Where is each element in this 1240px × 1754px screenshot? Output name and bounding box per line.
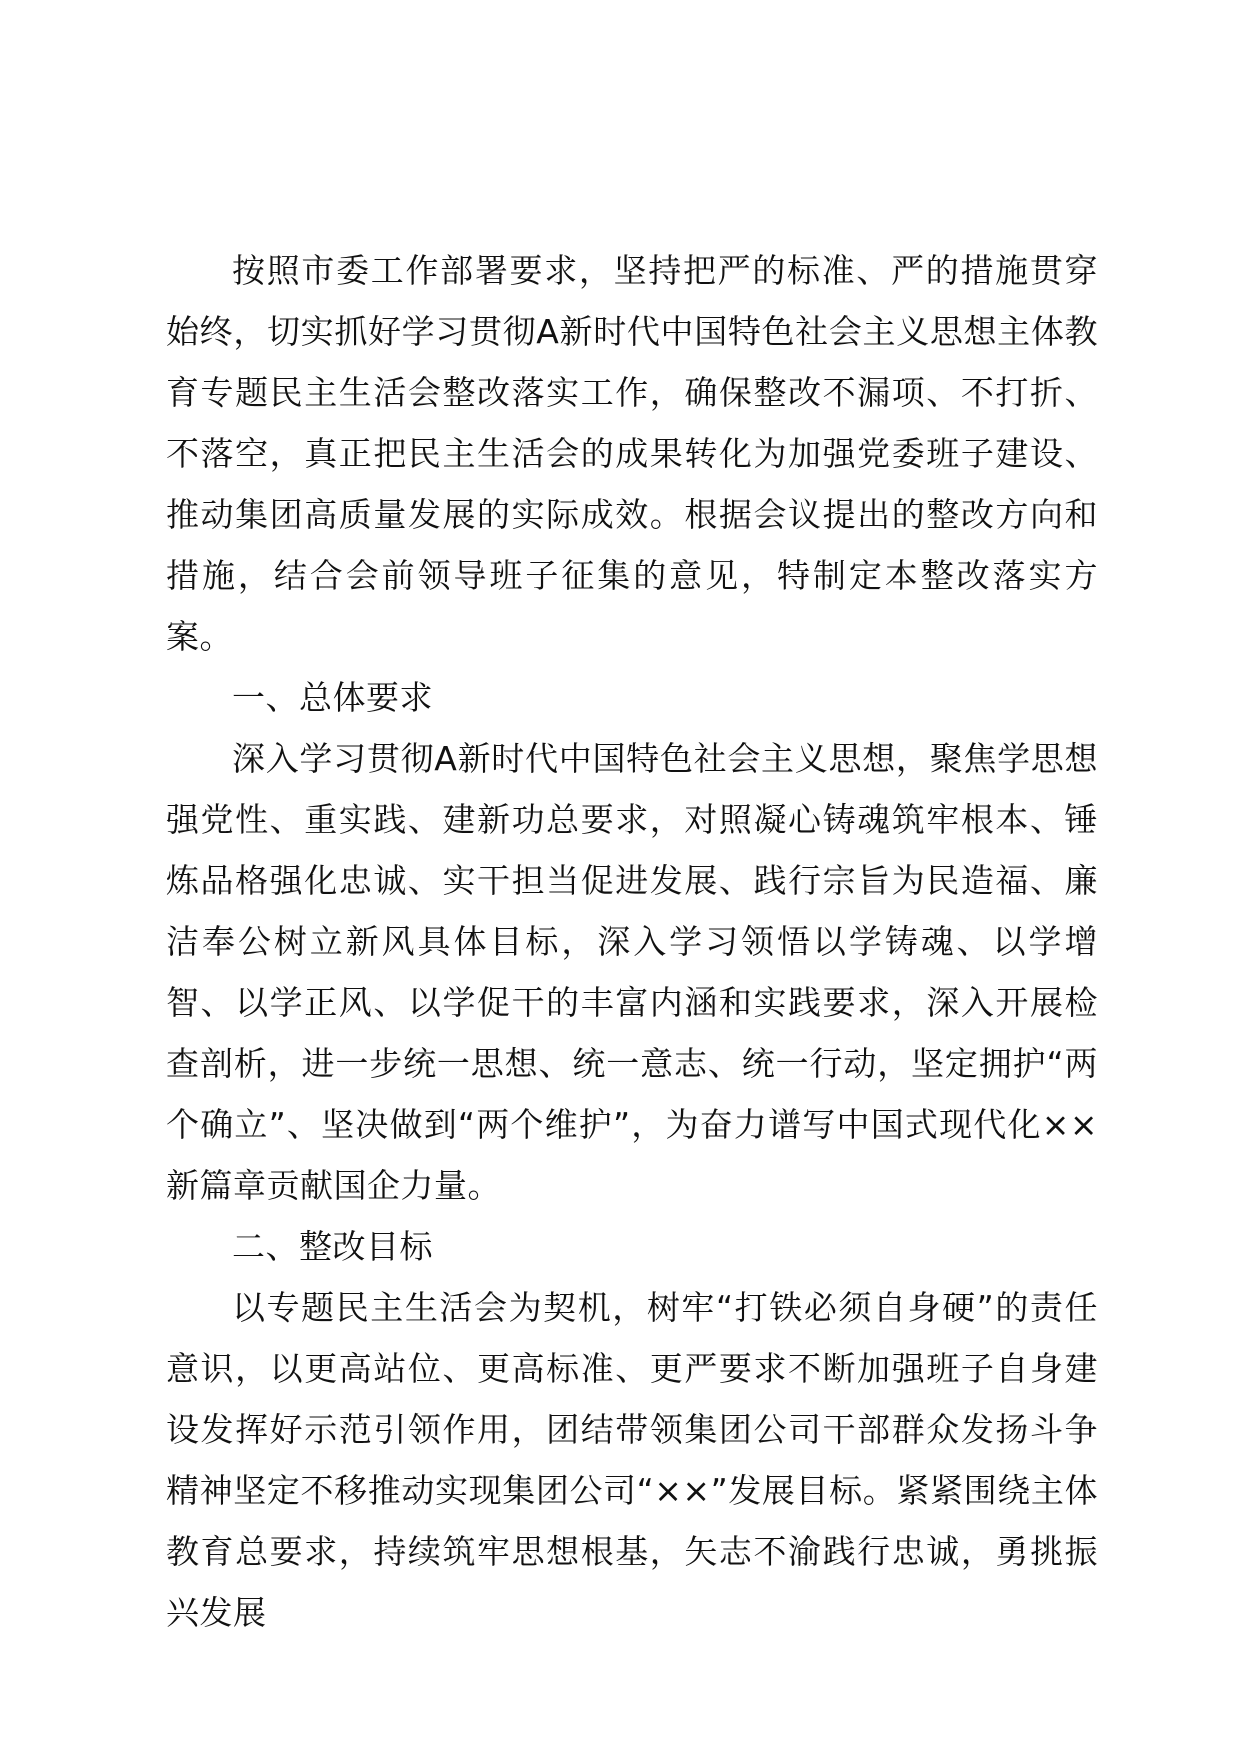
rectification-goals-paragraph: 以专题民主生活会为契机，树牢“打铁必须自身硬”的责任意识，以更高站位、更高标准、更严要求不断加强班子自身建设发挥好示范引领作用，团结带领集团公司干部群众发扬斗争精神坚定不移推动实现集团公司“××”发展目标。紧紧围绕主体教育总要求，持续筑牢思想根基，矢志不渝践行忠诚，勇挑振兴发展	[166, 1288, 1098, 1632]
section-heading-rectification-goals: 二、整改目标	[232, 1227, 433, 1266]
overall-requirements-paragraph: 深入学习贯彻A新时代中国特色社会主义思想，聚焦学思想强党性、重实践、建新功总要求，对照凝心铸魂筑牢根本、锤炼品格强化忠诚、实干担当促进发展、践行宗旨为民造福、廉洁奉公树立新风具体目标，深入学习领悟以学铸魂、以学增智、以学正风、以学促干的丰富内涵和实践要求，深入开展检查剖析，进一步统一思想、统一意志、统一行动，坚定拥护“两个确立”、坚决做到“两个维护”，为奋力谱写中国式现代化××新篇章贡献国企力量。	[166, 739, 1098, 1205]
section-heading-overall-requirements: 一、总体要求	[232, 678, 433, 717]
document-body	[166, 240, 1098, 1643]
intro-paragraph: 按照市委工作部署要求，坚持把严的标准、严的措施贯穿始终，切实抓好学习贯彻A新时代中国特色社会主义思想主体教育专题民主生活会整改落实工作，确保整改不漏项、不打折、不落空，真正把民主生活会的成果转化为加强党委班子建设、推动集团高质量发展的实际成效。根据会议提出的整改方向和措施，结合会前领导班子征集的意见，特制定本整改落实方案。	[166, 251, 1098, 656]
